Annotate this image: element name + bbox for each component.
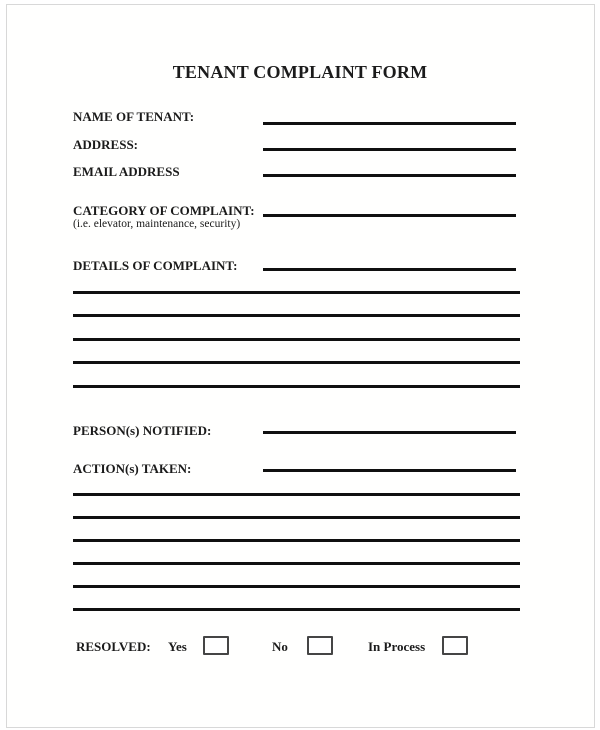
email-address-input-line[interactable]	[263, 174, 516, 177]
blank-writing-line[interactable]	[73, 562, 520, 565]
persons-notified-label: PERSON(s) NOTIFIED:	[73, 423, 212, 438]
resolved-label: RESOLVED:	[76, 639, 151, 654]
form-title: TENANT COMPLAINT FORM	[172, 62, 428, 82]
blank-writing-line[interactable]	[73, 361, 520, 364]
actions-taken-label: ACTION(s) TAKEN:	[73, 461, 192, 476]
blank-writing-line[interactable]	[73, 608, 520, 611]
category-of-complaint-label: CATEGORY OF COMPLAINT:	[73, 203, 255, 218]
resolved-option-yes-checkbox[interactable]	[203, 636, 229, 655]
blank-writing-line[interactable]	[73, 516, 520, 519]
name-of-tenant-label: NAME OF TENANT:	[73, 109, 195, 124]
resolved-option-no-checkbox[interactable]	[307, 636, 333, 655]
persons-notified-input-line[interactable]	[263, 431, 516, 434]
details-of-complaint-input-line[interactable]	[263, 268, 516, 271]
resolved-option-inprocess-label: In Process	[368, 639, 426, 654]
name-of-tenant-input-line[interactable]	[263, 122, 516, 125]
blank-writing-line[interactable]	[73, 385, 520, 388]
category-of-complaint-input-line[interactable]	[263, 214, 516, 217]
address-label: ADDRESS:	[73, 137, 139, 152]
details-of-complaint-label: DETAILS OF COMPLAINT:	[73, 258, 238, 273]
actions-writing-lines	[73, 493, 520, 611]
resolved-option-no-label: No	[272, 639, 288, 654]
blank-writing-line[interactable]	[73, 493, 520, 496]
address-input-line[interactable]	[263, 148, 516, 151]
resolved-option-inprocess-checkbox[interactable]	[442, 636, 468, 655]
blank-writing-line[interactable]	[73, 585, 520, 588]
category-of-complaint-hint: (i.e. elevator, maintenance, security)	[73, 218, 241, 230]
details-writing-lines	[73, 291, 520, 389]
actions-taken-input-line[interactable]	[263, 469, 516, 472]
resolved-option-yes-label: Yes	[168, 639, 187, 654]
blank-writing-line[interactable]	[73, 539, 520, 542]
blank-writing-line[interactable]	[73, 314, 520, 317]
blank-writing-line[interactable]	[73, 291, 520, 294]
email-address-label: EMAIL ADDRESS	[73, 164, 180, 179]
blank-writing-line[interactable]	[73, 338, 520, 341]
